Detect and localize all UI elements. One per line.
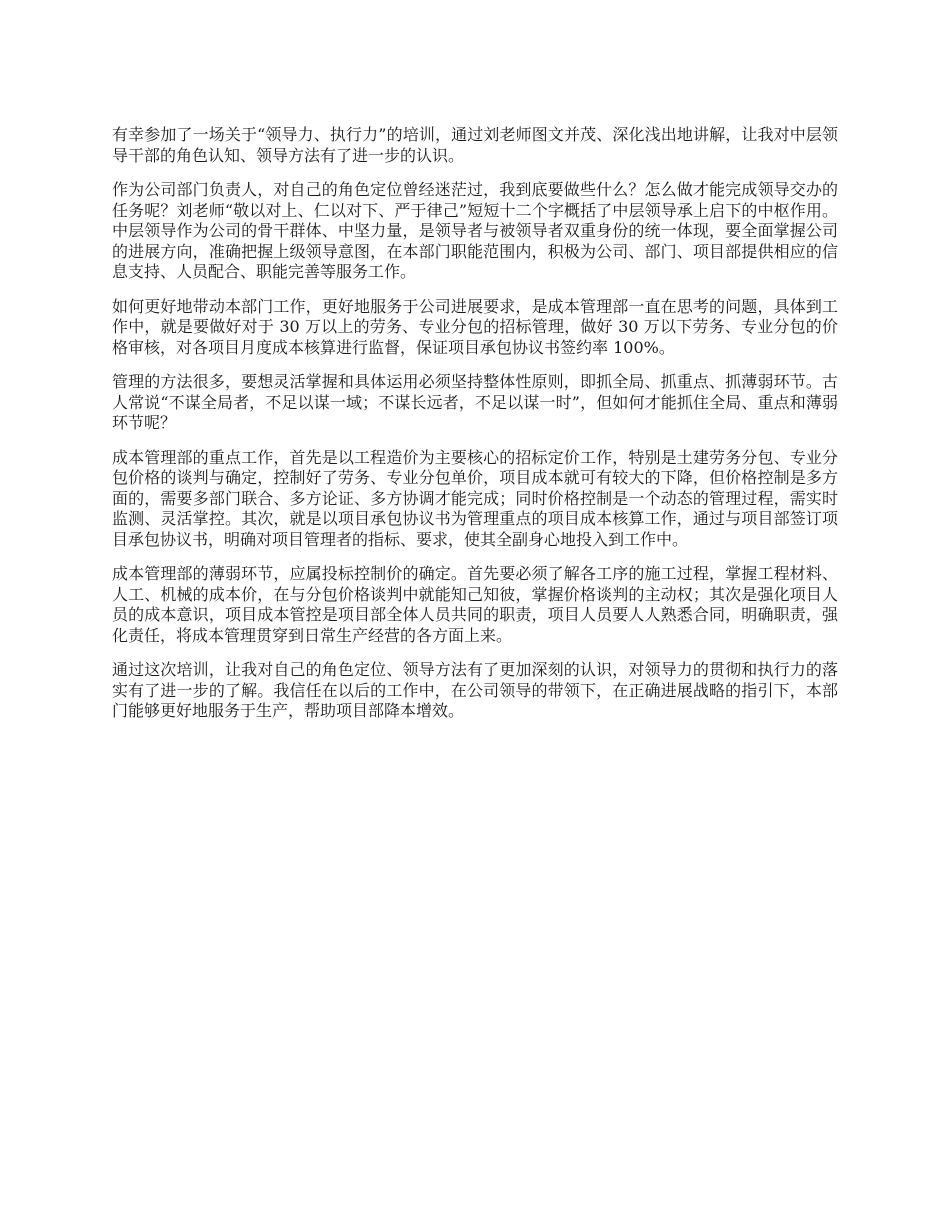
paragraph-1: 有幸参加了一场关于“领导力、执行力”的培训，通过刘老师图文并茂、深化浅出地讲解，让我对中层领导干部的角色认知、领导方法有了进一步的认识。 bbox=[112, 125, 838, 165]
paragraph-4: 管理的方法很多，要想灵活掌握和具体运用必须坚持整体性原则，即抓全局、抓重点、抓薄弱环节。古人常说“不谋全局者，不足以谋一域；不谋长远者，不足以谋一时”，但如何才能抓住全局、重点和薄弱环节呢？ bbox=[112, 372, 838, 432]
paragraph-2: 作为公司部门负责人，对自己的角色定位曾经迷茫过，我到底要做些什么？怎么做才能完成领导交办的任务呢？刘老师“敬以对上、仁以对下、严于律己”短短十二个字概括了中层领导承上启下的中枢作用。中层领导作为公司的骨干群体、中坚力量，是领导者与被领导者双重身份的统一体现，要全面掌握公司的进展方向，准确把握上级领导意图，在本部门职能范围内，积极为公司、部门、项目部提供相应的信息支持、人员配合、职能完善等服务工作。 bbox=[112, 180, 838, 281]
paragraph-6: 成本管理部的薄弱环节，应属投标控制价的确定。首先要必须了解各工序的施工过程，掌握工程材料、人工、机械的成本价，在与分包价格谈判中就能知己知彼，掌握价格谈判的主动权；其次是强化项目人员的成本意识，项目成本管控是项目部全体人员共同的职责，项目人员要人人熟悉合同，明确职责，强化责任，将成本管理贯穿到日常生产经营的各方面上来。 bbox=[112, 564, 838, 645]
document-body bbox=[112, 125, 838, 736]
paragraph-5: 成本管理部的重点工作，首先是以工程造价为主要核心的招标定价工作，特别是土建劳务分包、专业分包价格的谈判与确定，控制好了劳务、专业分包单价，项目成本就可有较大的下降，但价格控制是多方面的，需要多部门联合、多方论证、多方协调才能完成；同时价格控制是一个动态的管理过程，需实时监测、灵活掌控。其次，就是以项目承包协议书为管理重点的项目成本核算工作，通过与项目部签订项目承包协议书，明确对项目管理者的指标、要求，使其全副身心地投入到工作中。 bbox=[112, 447, 838, 549]
paragraph-3: 如何更好地带动本部门工作，更好地服务于公司进展要求，是成本管理部一直在思考的问题，具体到工作中，就是要做好对于 30 万以上的劳务、专业分包的招标管理，做好 30 万以下劳务、专业分包的价格审核，对各项目月度成本核算进行监督，保证项目承包协议书签约率 100%。 bbox=[112, 296, 838, 357]
paragraph-7: 通过这次培训，让我对自己的角色定位、领导方法有了更加深刻的认识，对领导力的贯彻和执行力的落实有了进一步的了解。我信任在以后的工作中，在公司领导的带领下，在正确进展战略的指引下，本部门能够更好地服务于生产，帮助项目部降本增效。 bbox=[112, 660, 838, 720]
